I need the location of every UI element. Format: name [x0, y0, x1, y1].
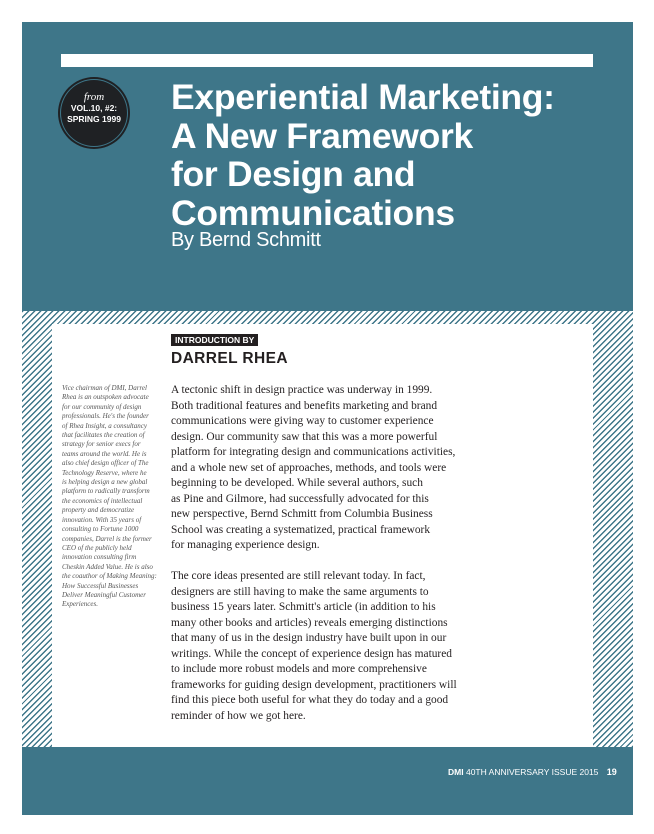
title-line: A New Framework: [171, 115, 473, 156]
footer-band: [22, 747, 633, 815]
body-line: design. Our community saw that this was a more powerful: [171, 430, 438, 443]
footer-issue: 40TH ANNIVERSARY ISSUE 2015: [465, 767, 599, 777]
bio-line: Vice chairman of DMI, Darrel: [62, 384, 147, 392]
body-line: many other books and articles) reveals emerging distinctions: [171, 616, 448, 629]
bio-line: of Rhea Insight, a consultancy: [62, 421, 147, 430]
body-line: find this piece both useful for what they do today and a good: [171, 694, 449, 706]
body-line: that many of us in the design industry have built upon in our: [171, 632, 447, 644]
bio-line: that facilitates the creation of: [62, 431, 145, 440]
bio-line: the coauthor of Making Meaning:: [62, 572, 157, 581]
bio-line: Experiences.: [62, 600, 98, 609]
bio-line: consulting to Fortune 1000: [62, 525, 139, 534]
body-line: business 15 years later. Schmitt's article (in addition to his: [171, 601, 436, 613]
bio-line: professionals. He's the founder: [62, 412, 149, 421]
body-line: platform for integrating design and communications activities,: [171, 446, 456, 458]
body-line: as Pine and Gilmore, had successfully advocated for this: [171, 492, 429, 505]
body-line: to include more robust models and more comprehensive: [171, 663, 427, 675]
title-line: for Design and: [171, 154, 416, 194]
bio-line: platform to radically transform: [62, 487, 150, 496]
body-text: [171, 383, 506, 740]
bio-line: Rhea is an outspoken advocate: [62, 393, 149, 402]
body-line: beginning to be developed. While several authors, such: [171, 477, 423, 489]
badge-issue: SPRING 1999: [67, 114, 121, 124]
body-paragraph: [171, 383, 506, 554]
issue-badge: [61, 80, 127, 146]
body-line: The core ideas presented are still relevant today. In fact,: [171, 570, 426, 582]
top-rule: [61, 54, 593, 67]
article-title: [171, 78, 611, 232]
bio-line: strategy for senior execs for: [62, 440, 141, 449]
footer-text: [448, 767, 617, 777]
bio-line: is helping design a new global: [62, 478, 148, 487]
body-line: communications were giving way to customer experience: [171, 415, 434, 427]
bio-line: innovation consulting firm: [62, 553, 137, 562]
body-line: School was creating a systematized, practical framework: [171, 523, 431, 536]
bio-line: the economics of intellectual: [62, 496, 143, 505]
bio-line: How Successful Businesses: [62, 581, 139, 590]
body-line: designers are still having to make the same arguments to: [171, 585, 429, 598]
bio-line: companies, Darrel is the former: [62, 534, 152, 543]
bio-line: for our community of design: [62, 402, 142, 411]
intro-label: INTRODUCTION BY: [171, 334, 258, 346]
footer-brand: DMI: [448, 767, 464, 777]
bio-line: property and democratize: [62, 506, 135, 515]
title-line: Communications: [171, 192, 455, 233]
badge-volume: VOL.10, #2:: [70, 103, 118, 113]
body-line: new perspective, Bernd Schmitt from Columbia Business: [171, 508, 433, 520]
page-number: 19: [606, 767, 617, 777]
body-line: for managing experience design.: [171, 539, 320, 551]
bio-line: Cheskin Added Value. He is also: [62, 562, 153, 571]
bio-line: innovation. With 35 years of: [62, 515, 142, 524]
bio-line: Deliver Meaningful Customer: [62, 590, 146, 599]
body-line: and a whole new set of approaches, methods, and tools were: [171, 461, 447, 474]
bio-line: teams around the world. He is: [62, 449, 147, 458]
bio-line: CEO of the publicly held: [62, 543, 132, 552]
title-line: Experiential Marketing:: [171, 77, 555, 117]
body-line: reminder of how we got here.: [171, 709, 306, 722]
badge-from: from: [83, 91, 105, 103]
body-line: Both traditional features and benefits marketing and brand: [171, 399, 438, 412]
intro-author-name: DARREL RHEA: [171, 350, 288, 367]
author-bio-sidebar: [62, 384, 157, 610]
body-line: writings. While the concept of experience design has matured: [171, 647, 452, 660]
body-paragraph: [171, 569, 506, 724]
bio-line: also chief design officer of The: [62, 459, 149, 468]
body-line: frameworks for guiding design development, practitioners will: [171, 678, 457, 691]
bio-line: Technology Reserve, where he: [62, 468, 147, 477]
body-line: A tectonic shift in design practice was underway in 1999.: [171, 384, 433, 396]
byline: By Bernd Schmitt: [171, 229, 321, 251]
